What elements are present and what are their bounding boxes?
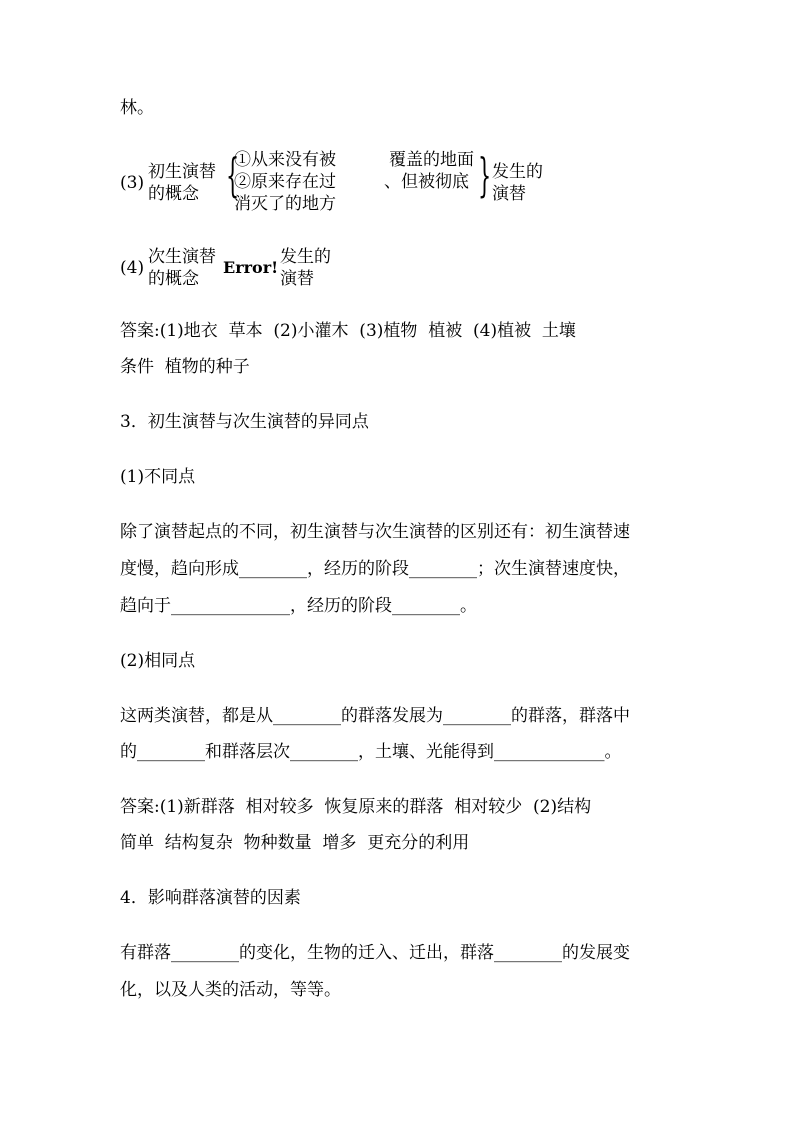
- item4-result1: 发生的: [280, 247, 331, 267]
- paragraph1-line1: 除了演替起点的不同，初生演替与次生演替的区别还有：初生演替速: [120, 522, 630, 542]
- item3-option2: ②原来存在过: [234, 172, 336, 192]
- paragraph2-line2: 的________和群落层次________，土壤、光能得到_____________。: [120, 742, 622, 762]
- paragraph1-line3: 趋向于______________，经历的阶段________。: [120, 596, 477, 616]
- item3-label-line1: 初生演替: [148, 162, 216, 182]
- paragraph3-line2: 化，以及人类的活动，等等。: [120, 980, 341, 1000]
- item3-label-line2: 的概念: [148, 184, 199, 204]
- item4-label-line1: 次生演替: [148, 247, 216, 267]
- answer1-line2: 条件 植物的种子: [120, 357, 250, 377]
- item4-result2: 演替: [280, 269, 314, 289]
- item3-option3: 消灭了的地方: [234, 194, 336, 214]
- error-text: Error!: [223, 258, 279, 277]
- paragraph1-line2: 度慢，趋向形成________，经历的阶段________；次生演替速度快，: [120, 559, 630, 579]
- item3-middle2: 、但被彻底: [384, 172, 469, 192]
- item4-label-line2: 的概念: [148, 269, 199, 289]
- item4-number: (4): [120, 258, 145, 278]
- item3-number: (3): [120, 173, 145, 193]
- paragraph2-line1: 这两类演替，都是从________的群落发展为________的群落，群落中: [120, 706, 630, 726]
- subheading-differences: (1)不同点: [120, 467, 196, 487]
- item3-option1: ①从来没有被: [234, 150, 336, 170]
- right-brace-icon: }: [478, 148, 492, 202]
- answer2-line1: 答案:(1)新群落 相对较多 恢复原来的群落 相对较少 (2)结构: [120, 797, 592, 817]
- subheading-similarities: (2)相同点: [120, 651, 196, 671]
- text-line-lin: 林。: [120, 98, 154, 118]
- item3-result2: 演替: [492, 184, 526, 204]
- left-brace-icon: {: [226, 148, 240, 202]
- answer2-line2: 简单 结构复杂 物种数量 增多 更充分的利用: [120, 833, 470, 853]
- paragraph3-line1: 有群落________的变化，生物的迁入、迁出，群落________的发展变: [120, 943, 630, 963]
- section3-title: 3．初生演替与次生演替的异同点: [120, 412, 369, 432]
- item3-middle1: 覆盖的地面: [389, 150, 474, 170]
- answer1-line1: 答案:(1)地衣 草本 (2)小灌木 (3)植物 植被 (4)植被 土壤: [120, 321, 576, 341]
- section4-title: 4．影响群落演替的因素: [120, 888, 301, 908]
- item3-result1: 发生的: [492, 162, 543, 182]
